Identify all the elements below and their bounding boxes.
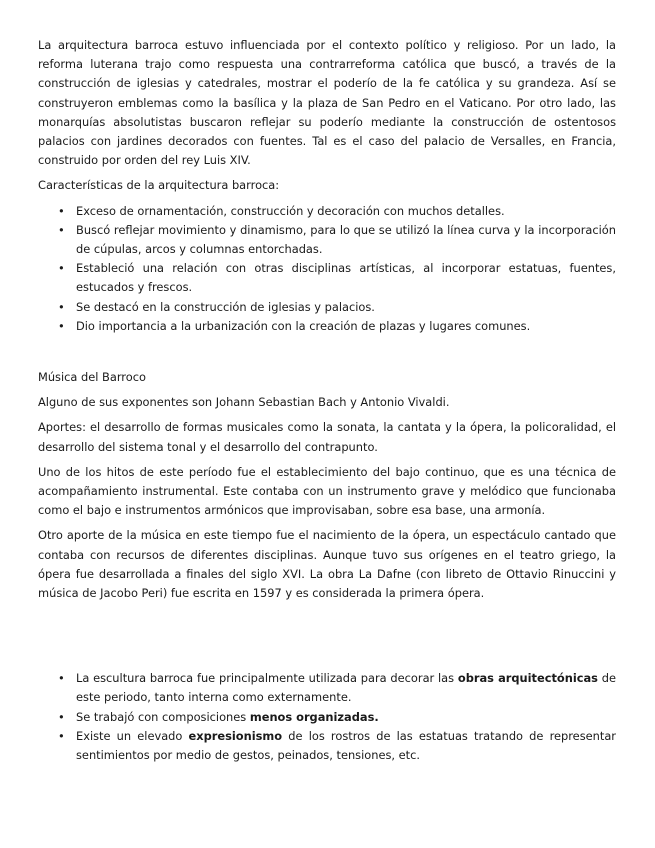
list-item: • Estableció una relación con otras disciplinas artísticas, al incorporar estatuas, fuentes, estucados y frescos. xyxy=(76,259,616,297)
spacer xyxy=(38,609,616,669)
basso-continuo-paragraph: Uno de los hitos de este período fue el establecimiento del bajo continuo, que es una técnica de acompañamiento instrumental. Este contaba con un instrumento grave y melódico que funcionaba como el bajo e instrumentos armónicos que improvisaban, sobre esa base, una armonía. xyxy=(38,464,616,518)
bold-text: menos organizadas. xyxy=(249,709,379,724)
bold-text: expresionismo xyxy=(188,728,283,743)
list-item xyxy=(76,727,616,765)
intro-paragraph: La arquitectura barroca estuvo influenciada por el contexto político y religioso. Por un lado, la reforma luterana trajo como respuesta una contrarreforma católica que buscó, a través de la construcción de iglesias y catedrales, mostrar el poderío de la fe católica y su grandeza. Así se construyeron emblemas como la basílica y la plaza de San Pedro en el Vaticano. Por otro lado, las monarquías absolutistas buscaron reflejar su poderío mediante la construcción de ostentosos palacios con jardines decorados con fuentes. Tal es el caso del palacio de Versalles, en Francia, construido por orden del rey Luis XIV. xyxy=(38,38,616,168)
list-item: • Exceso de ornamentación, construcción y decoración con muchos detalles. xyxy=(76,202,616,221)
music-exponents-paragraph: Alguno de sus exponentes son Johann Sebastian Bach y Antonio Vivaldi. xyxy=(38,395,450,410)
text-segment: La escultura barroca fue principalmente utilizada para decorar las xyxy=(76,671,458,686)
list-item xyxy=(76,669,616,707)
sculpture-list xyxy=(38,669,616,765)
music-heading: Música del Barroco xyxy=(38,370,146,385)
spacer xyxy=(38,342,616,368)
music-contributions-paragraph: Aportes: el desarrollo de formas musicales como la sonata, la cantata y la ópera, la policoralidad, el desarrollo del sistema tonal y el desarrollo del contrapunto. xyxy=(38,420,616,454)
list-item: • Buscó reflejar movimiento y dinamismo, para lo que se utilizó la línea curva y la incorporación de cúpulas, arcos y columnas entorchadas. xyxy=(76,221,616,259)
document-page xyxy=(38,36,616,771)
features-heading: Características de la arquitectura barroca: xyxy=(38,178,280,193)
opera-paragraph: Otro aporte de la música en este tiempo fue el nacimiento de la ópera, un espectáculo cantado que contaba con recursos de diferentes disciplinas. Aunque tuvo sus orígenes en el teatro griego, la ópera fue desarrollada a finales del siglo XVI. La obra La Dafne (con libreto de Ottavio Rinuccini y música de Jacobo Peri) fue escrita en 1597 y es considerada la primera ópera. xyxy=(38,528,616,601)
list-item: • Se destacó en la construcción de iglesias y palacios. xyxy=(76,298,616,317)
text-segment: Existe un elevado xyxy=(76,728,189,743)
bold-text: obras arquitectónicas xyxy=(457,671,598,686)
text-segment: Se trabajó con composiciones xyxy=(76,709,250,724)
text-segment: de los rostros de las estatuas tratando de representar sentimientos por medio de gestos, peinados, tensiones, etc. xyxy=(76,728,616,763)
text-segment: de este periodo, tanto interna como externamente. xyxy=(76,671,616,705)
list-item xyxy=(76,708,616,727)
features-list xyxy=(38,202,616,336)
list-item: • Dio importancia a la urbanización con la creación de plazas y lugares comunes. xyxy=(76,317,616,336)
